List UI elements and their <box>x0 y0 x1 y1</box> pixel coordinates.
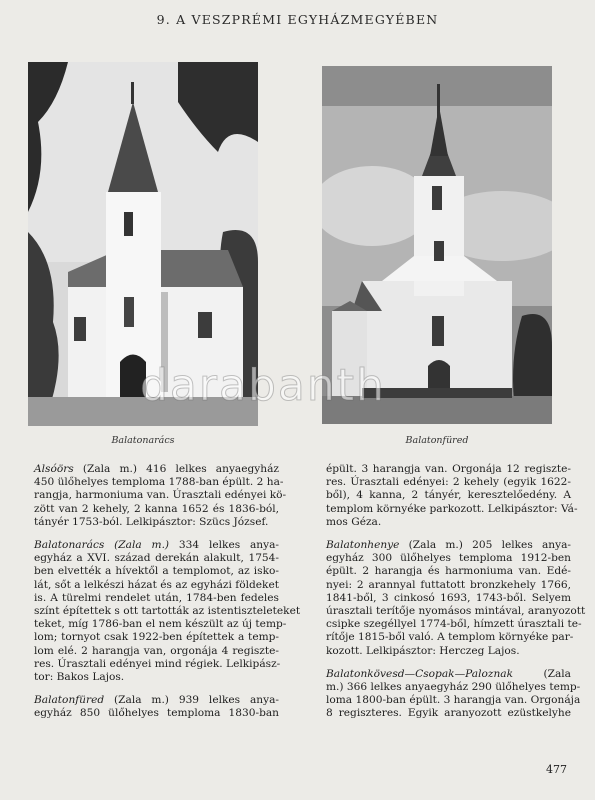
text-line <box>34 539 279 552</box>
text-line: rítője 1815-ből való. A templom környéke par- <box>326 631 574 644</box>
text-line: m.) 366 lelkes anyaegyház 290 ülőhelyes temp- <box>326 681 581 694</box>
entry-paragraph <box>34 539 301 684</box>
text-line: tor: Bakos Lajos. <box>34 671 125 684</box>
text-line: lom elé. 2 harangja van, orgonája 4 regiszte- <box>34 644 279 657</box>
text-column-left <box>34 463 301 731</box>
place-name: Alsóörs <box>34 463 74 475</box>
text-line <box>34 694 279 707</box>
entry-text: 334 lelkes anya- <box>169 539 280 552</box>
text-line: egyház a XVI. század derekán alakult, 1754- <box>34 552 279 565</box>
text-line: mos Géza. <box>326 515 382 528</box>
text-line <box>326 668 571 681</box>
text-line: egyház 300 ülőhelyes temploma 1912-ben <box>326 552 571 565</box>
place-name: Balatonkövesd—Csopak—Paloznak <box>326 667 514 680</box>
text-line <box>34 463 279 476</box>
church-photo-balatonfured <box>322 66 552 424</box>
entry-paragraph <box>326 667 581 721</box>
text-line: lom; tornyot csak 1922-ben építettek a temp- <box>34 631 279 644</box>
text-line: ből), 4 kanna, 2 tányér, keresztelőedény. A <box>326 489 571 502</box>
entry-paragraph <box>326 539 586 658</box>
text-column-right <box>326 463 586 731</box>
church-photo-balatonaracs <box>28 62 258 426</box>
entry-text: (Zala <box>513 667 571 680</box>
text-line: 8 regiszteres. Egyik aranyozott ezüstkelyhe <box>326 707 571 720</box>
text-line: színt építettek s ott tartották az istentiszteleteket <box>34 605 301 618</box>
text-line: ben elvették a hívektől a templomot, az isko- <box>34 565 279 578</box>
text-line: csipke szegéllyel 1774-ből, hímzett úrasztali te- <box>326 618 582 631</box>
text-line: zött van 2 kehely, 2 kanna 1652 és 1836-ból, <box>34 502 279 515</box>
entry-paragraph <box>34 463 287 529</box>
entry-paragraph <box>326 463 578 529</box>
watermark: darabanth <box>140 360 386 411</box>
text-line: 1841-ből, 3 cinkosó 1693, 1743-ből. Selyem <box>326 591 571 604</box>
caption-balatonaracs: Balatonarács <box>111 435 175 446</box>
text-line: egyház 850 ülőhelyes temploma 1830-ban <box>34 707 279 720</box>
text-line <box>326 539 571 552</box>
text-line: épült. 3 harangja van. Orgonája 12 regiszte- <box>326 463 571 475</box>
text-line: 450 ülőhelyes temploma 1788-ban épült. 2 ha- <box>34 476 284 489</box>
entry-text: (Zala m.) 205 lelkes anya- <box>399 539 571 552</box>
text-line: tányér 1753-ból. Lelkipásztor: Szücs József. <box>34 515 269 528</box>
text-line: kozott. Lelkipásztor: Herczeg Lajos. <box>326 644 520 657</box>
entry-text: (Zala m.) 939 lelkes anya- <box>104 694 279 707</box>
text-line: res. Úrasztali edényei: 2 kehely (egyik 1622- <box>326 476 571 489</box>
place-name: Balatonarács (Zala m.) <box>34 539 170 552</box>
caption-balatonfured: Balatonfüred <box>405 435 469 446</box>
entry-text: (Zala m.) 416 lelkes anyaegyház <box>73 463 279 475</box>
text-line: nyei: 2 arannyal futtatott bronzkehely 1766, <box>326 578 571 591</box>
text-line: rangja, harmoniuma van. Úrasztali edényei kö- <box>34 489 287 502</box>
text-line: teket, míg 1786-ban el nem készült az új temp- <box>34 618 287 631</box>
text-line: épült. 2 harangja és harmoniuma van. Edé- <box>326 565 571 578</box>
text-line: res. Úrasztali edényei mind régiek. Lelkipász- <box>34 657 281 670</box>
text-line: is. A türelmi rendelet után, 1784-ben fedeles <box>34 591 279 604</box>
text-line: lát, sőt a lelkészi házat és az egyházi földeket <box>34 578 279 591</box>
text-line: loma 1800-ban épült. 3 harangja van. Orgonája <box>326 694 581 707</box>
place-name: Balatonfüred <box>34 694 105 707</box>
running-header: 9. A VESZPRÉMI EGYHÁZMEGYÉBEN <box>156 12 439 27</box>
page-number: 477 <box>546 763 567 776</box>
text-line: templom környéke parkozott. Lelkipásztor: Vá- <box>326 502 578 515</box>
entry-paragraph <box>34 694 279 720</box>
text-line: úrasztali terítője nyomásos mintával, aranyozott <box>326 605 586 618</box>
place-name: Balatonhenye <box>326 539 400 552</box>
